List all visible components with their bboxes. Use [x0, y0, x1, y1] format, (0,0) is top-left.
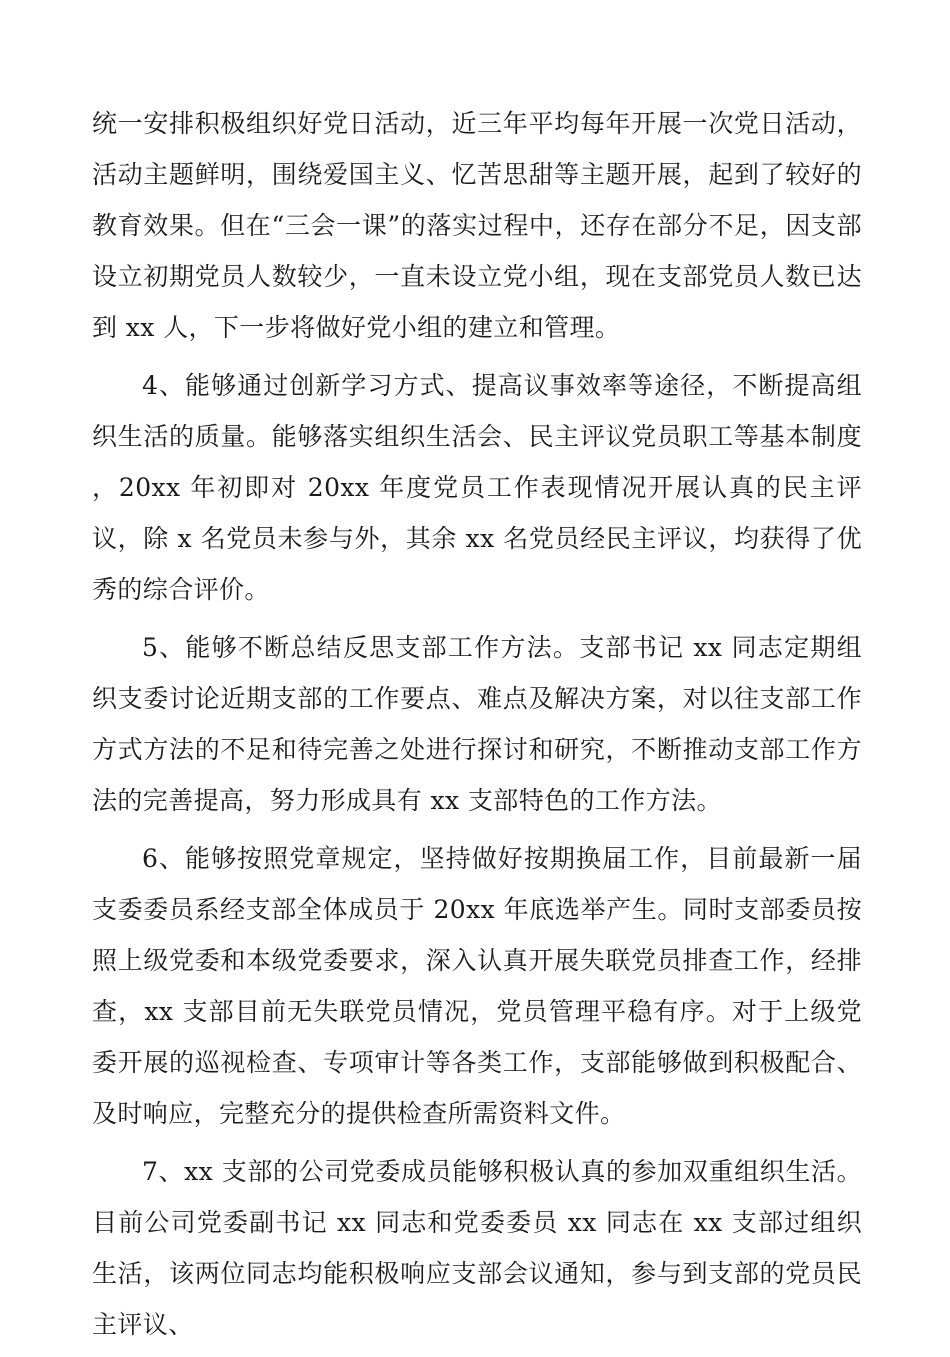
document-body [92, 98, 862, 1357]
paragraph-item-6: 6、能够按照党章规定，坚持做好按期换届工作，目前最新一届支委委员系经支部全体成员于 20xx 年底选举产生。同时支部委员按照上级党委和本级党委要求，深入认真开展失联党员排查工作，经排查，xx 支部目前无失联党员情况，党员管理平稳有序。对于上级党委开展的巡视检查、专项审计等各类工作，支部能够做到积极配合、及时响应，完整充分的提供检查所需资料文件。 [92, 844, 862, 1128]
paragraph-branch-activities: 统一安排积极组织好党日活动，近三年平均每年开展一次党日活动，活动主题鲜明，围绕爱国主义、忆苦思甜等主题开展，起到了较好的教育效果。但在“三会一课”的落实过程中，还存在部分不足，因支部设立初期党员人数较少，一直未设立党小组，现在支部党员人数已达到 xx 人，下一步将做好党小组的建立和管理。 [92, 109, 862, 342]
paragraph-item-7: 7、xx 支部的公司党委成员能够积极认真的参加双重组织生活。目前公司党委副书记 xx 同志和党委委员 xx 同志在 xx 支部过组织生活，该两位同志均能积极响应支部会议通知，参与到支部的党员民主评议、 [92, 1157, 862, 1339]
paragraph-item-5: 5、能够不断总结反思支部工作方法。支部书记 xx 同志定期组织支委讨论近期支部的工作要点、难点及解决方案，对以往支部工作方式方法的不足和待完善之处进行探讨和研究，不断推动支部工作方法的完善提高，努力形成具有 xx 支部特色的工作方法。 [92, 633, 862, 815]
paragraph-item-4: 4、能够通过创新学习方式、提高议事效率等途径，不断提高组织生活的质量。能够落实组织生活会、民主评议党员职工等基本制度 ，20xx 年初即对 20xx 年度党员工作表现情况开展认真的民主评议，除 x 名党员未参与外，其余 xx 名党员经民主评议，均获得了优秀的综合评价。 [92, 371, 862, 604]
